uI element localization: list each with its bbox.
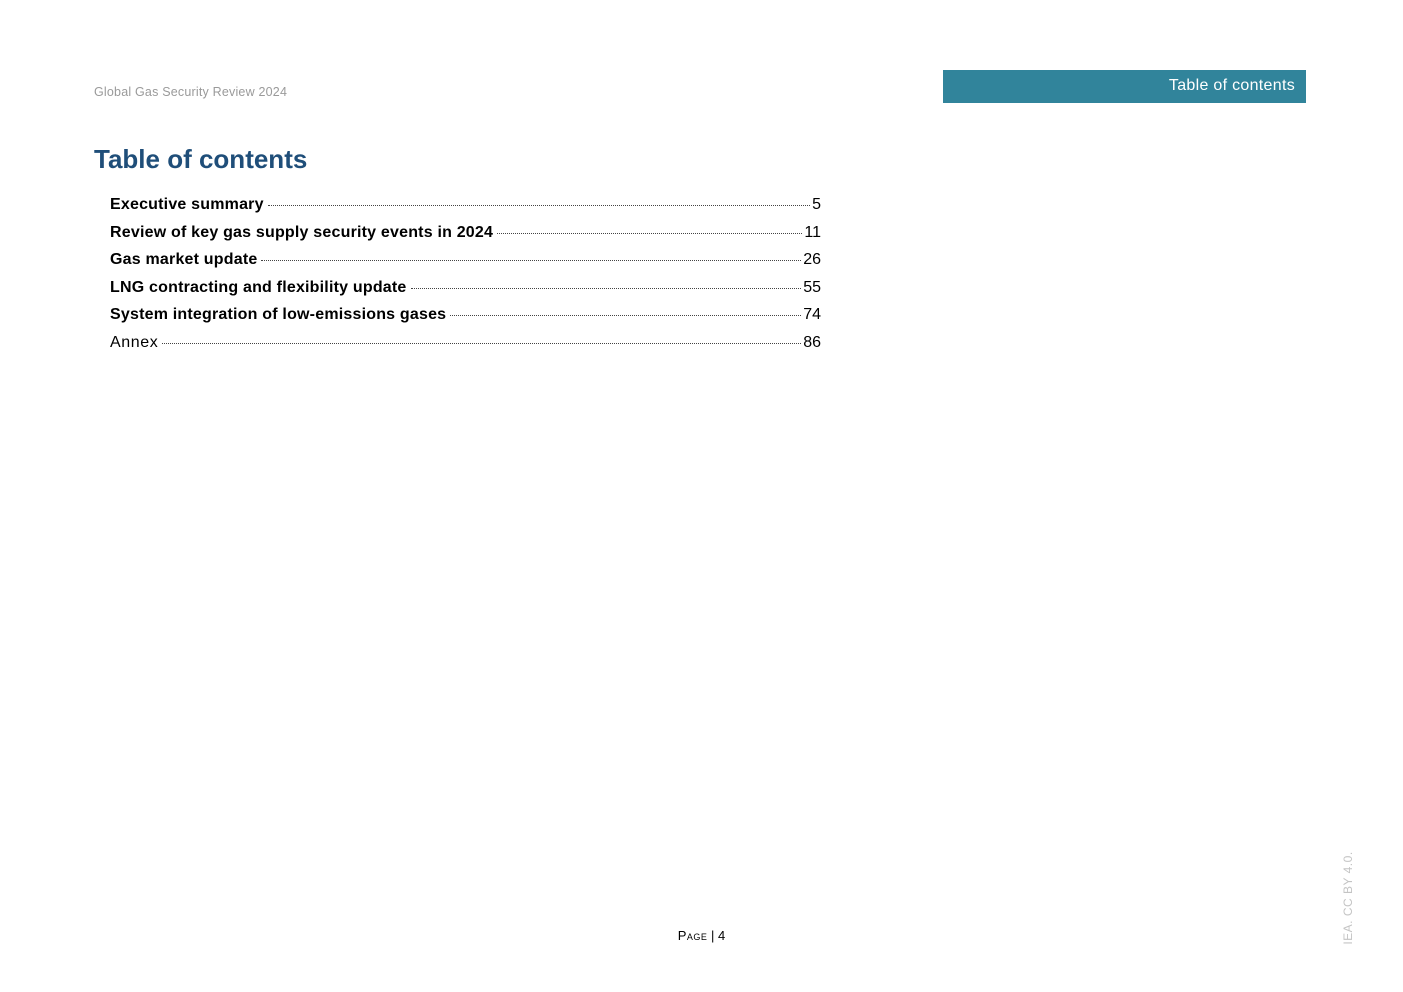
footer-separator: | xyxy=(711,928,715,943)
footer-page-number xyxy=(0,928,1403,943)
toc-entry-gas-market-update[interactable] xyxy=(110,251,821,279)
toc-dot-leader xyxy=(268,205,810,206)
footer-page-value: 4 xyxy=(718,928,726,943)
footer-page-word: Page xyxy=(677,928,708,943)
section-tab-label: Table of contents xyxy=(1168,77,1295,94)
table-of-contents xyxy=(110,196,821,362)
toc-entry-review-key-events[interactable] xyxy=(110,224,821,252)
toc-entry-page-number: 55 xyxy=(803,278,821,296)
toc-entry-page-number: 26 xyxy=(803,251,821,269)
toc-entry-page-number: 86 xyxy=(803,333,821,351)
toc-entry-page-number: 5 xyxy=(812,196,821,213)
toc-entry-lng-contracting[interactable] xyxy=(110,279,821,307)
toc-dot-leader xyxy=(497,233,802,234)
toc-entry-label: System integration of low-emissions gases xyxy=(110,306,447,324)
toc-entry-page-number: 74 xyxy=(803,306,821,324)
toc-entry-executive-summary[interactable] xyxy=(110,196,821,224)
toc-entry-label: Annex xyxy=(110,333,159,351)
toc-entry-label: LNG contracting and flexibility update xyxy=(110,278,407,296)
section-tab xyxy=(943,70,1306,103)
toc-entry-annex[interactable] xyxy=(110,334,821,362)
page-title: Table of contents xyxy=(94,144,308,174)
toc-dot-leader xyxy=(162,343,801,344)
license-text: IEA. CC BY 4.0. xyxy=(1341,851,1355,945)
toc-dot-leader xyxy=(411,288,802,289)
toc-dot-leader xyxy=(261,260,801,261)
toc-entry-label: Review of key gas supply security events in 2024 xyxy=(110,223,494,241)
toc-entry-system-integration[interactable] xyxy=(110,306,821,334)
toc-entry-page-number: 11 xyxy=(804,223,821,241)
toc-dot-leader xyxy=(450,315,801,316)
toc-entry-label: Gas market update xyxy=(110,251,258,269)
running-header-report-title: Global Gas Security Review 2024 xyxy=(94,85,288,99)
toc-entry-label: Executive summary xyxy=(110,196,264,213)
